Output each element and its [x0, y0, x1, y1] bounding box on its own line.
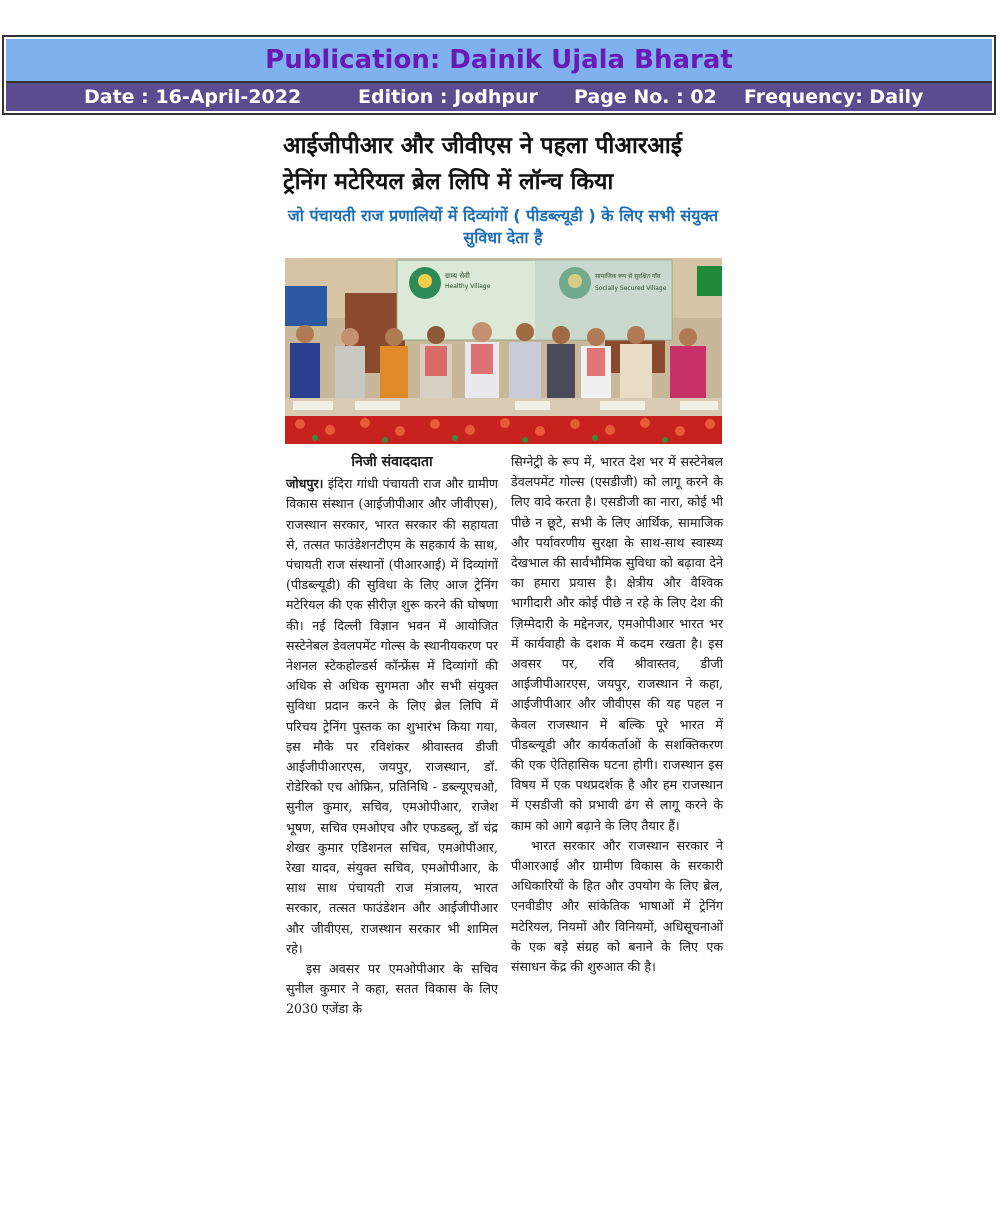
screen-right-subtitle: Socially Secured Village [595, 285, 667, 292]
article-paragraph-1-text: इंदिरा गांधी पंचायती राज और ग्रामीण विकास संस्थान (आईजीपीआर और जीवीएस), राजस्थान सरकार, भारत सरकार की सहायता से, तत्सत फाउंडेशनटीएम के सहकार्य के साथ, पंचायती राज संस्थानों (पीआरआई) में दिव्यांगों (पीडब्ल्यूडी) की सुविधा के लिए आज ट्रेनिंग मटेरियल की एक सीरीज़ शुरू करने की घोषणा की। नई दिल्ली विज्ञान भवन में आयोजित सस्टेनेबल डेवलपमेंट गोल्स के स्थानीयकरण पर नेशनल स्टेकहोल्डर्स कॉन्फ्रेंस में दिव्यांगों की अधिक से अधिक सुगमता और सभी संयुक्त सुविधा प्रदान करने के लिए ब्रेल लिपि में परिचय ट्रेनिंग पुस्तक का शुभारंभ किया गया, इस मौके पर रविशंकर श्रीवास्तव डीजी आईजीपीआरएस, जयपुर, राजस्थान, डॉ. रोडेरिको एच ओफ्रिन, प्रतिनिधि - डब्ल्यूएचओ, सुनील कुमार, सचिव, एमओपीआर, राजेश भूषण, सचिव एमओएच और एफडब्लू, डॉ चंद्र शेखर कुमार एडिशनल सचिव, एमओपीआर, रेखा यादव, संयुक्त सचिव, एमओपीआर, के साथ साथ पंचायती राज मंत्रालय, भारत सरकार, तत्सत फाउंडेशन और आईजीपीआर और जीवीएस, राजस्थान सरकार भी शामिल रहे। [286, 476, 498, 956]
article-dateline: जोधपुर। [286, 476, 324, 492]
screen-left-subtitle: Healthy Village [445, 283, 491, 290]
article-column-1 [286, 452, 498, 1020]
article-paragraph-1 [286, 474, 498, 959]
article-subhead: जो पंचायती राज प्रणालियों में दिव्यांगों ( पीडब्ल्यूडी ) के लिए सभी संयुक्त सुविधा देता है [287, 206, 719, 247]
frequency-label: Frequency: Daily [744, 86, 924, 108]
article-paragraph-4: भारत सरकार और राजस्थान सरकार ने पीआरआई और ग्रामीण विकास के सरकारी अधिकारियों के हित और उपयोग के लिए ब्रेल, एनवीडीए और सांकेतिक भाषाओं में ट्रेनिंग मटेरियल, नियमों और विनियमों, अधिसूचनाओं के एक बड़े संग्रह को बनाने के लिए एक संसाधन केंद्र की शुरुआत की है। [511, 837, 723, 975]
meta-bar [6, 83, 992, 111]
publication-bar [6, 39, 992, 83]
headline-line-2: ट्रेनिंग मटेरियल ब्रेल लिपि में लॉन्च किया [283, 169, 614, 195]
article-byline: निजी संवाददाता [351, 454, 433, 470]
date-label: Date : 16-April-2022 [84, 86, 302, 108]
screen-right-title: सामाजिक रूप से सुरक्षित गाँव [595, 273, 661, 280]
article-paragraph-2: इस अवसर पर एमओपीआर के सचिव सुनील कुमार ने कहा, सतत विकास के लिए 2030 एजेंडा के [286, 961, 498, 1017]
article-headline [283, 128, 723, 200]
screen-left-title: ग्राम्य सेवी [445, 272, 470, 280]
publication-name: Publication: Dainik Ujala Bharat [265, 45, 733, 75]
edition-label: Edition : Jodhpur [358, 86, 538, 108]
article-paragraph-3: सिग्नेट्री के रूप में, भारत देश भर में सस्टेनेबल डेवलपमेंट गोल्स (एसडीजी) को लागू करने के लिए वादे करता है। एसडीजी का नारा, कोई भी पीछे न छूटे, सभी के लिए आर्थिक, सामाजिक और पर्यावरणीय सुरक्षा के साथ-साथ स्वास्थ्य देखभाल की सार्वभौमिक सुविधा को बढ़ावा देने का हमारा प्रयास है। क्षेत्रीय और वैश्विक भागीदारी और कोई पीछे न रहे के लिए देश की ज़िम्मेदारी के मद्देनजर, एमओपीआर भारत भर में कार्यवाही के दशक में कदम रखता है। इस अवसर पर, रवि श्रीवास्तव, डीजी आईजीपीआरएस, जयपुर, राजस्थान ने कहा, आईजीपीआर और जीवीएस की यह पहल न केवल राजस्थान में बल्कि पूरे भारत में पीडब्ल्यूडी और कार्यकर्ताओं के सशक्तिकरण की एक ऐतिहासिक घटना होगी। राजस्थान इस विषय में एक पथप्रदर्शक है और हम राजस्थान में एसडीजी को प्रभावी ढंग से लागू करने के काम को आगे बढ़ाने के लिए तैयार हैं। [511, 454, 723, 833]
clipping-header [2, 35, 996, 115]
event-photo [285, 258, 722, 444]
event-photo-illustration [285, 258, 722, 444]
article-column-2 [511, 452, 723, 977]
page-number-label: Page No. : 02 [574, 86, 717, 108]
headline-line-1: आईजीपीआर और जीवीएस ने पहला पीआरआई [283, 133, 683, 159]
